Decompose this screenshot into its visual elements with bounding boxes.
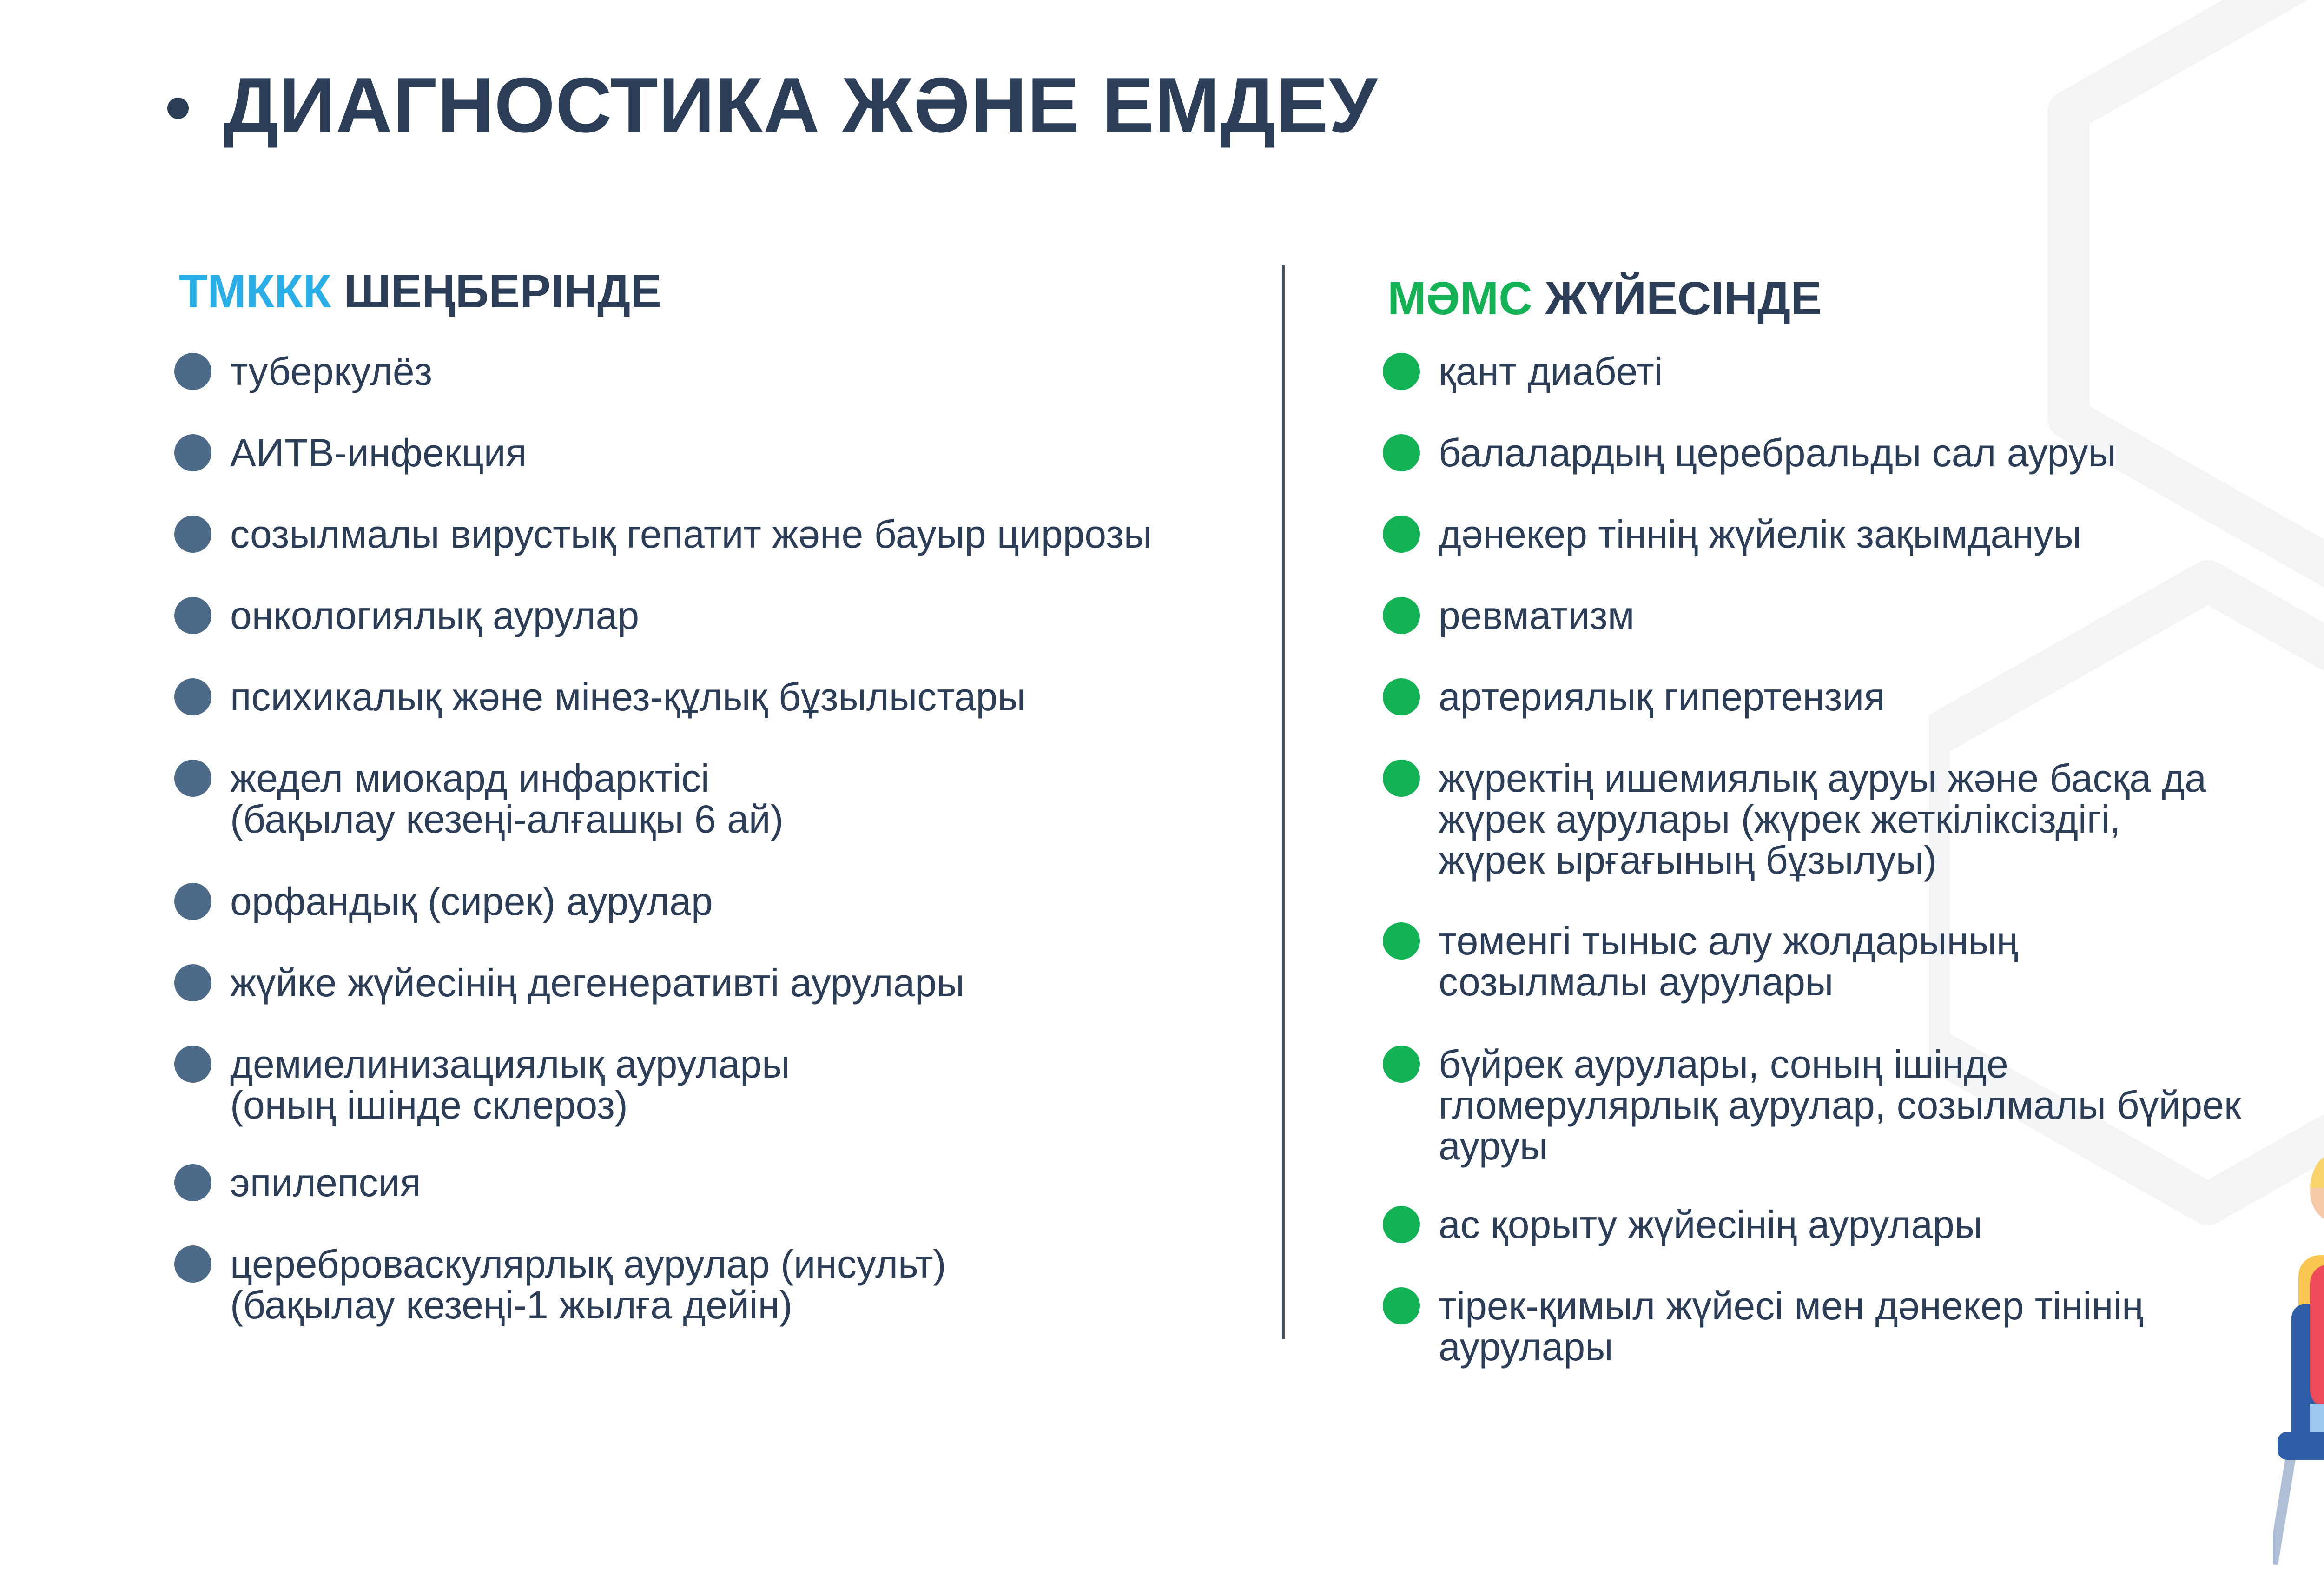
item-line: созылмалы аурулары (1439, 960, 1834, 1004)
item-line: туберкулёз (230, 350, 433, 393)
doctor-patient-consultation-illustration (2273, 1106, 2324, 1569)
patient-figure (2273, 1152, 2324, 1564)
list-item (230, 962, 964, 1003)
item-line: созылмалы вирустық гепатит және бауыр циррозы (230, 512, 1152, 556)
item-line: қант диабеті (1439, 350, 1663, 393)
bullet-icon (1383, 922, 1420, 960)
list-item (230, 1244, 946, 1325)
item-line: АИТВ-инфекция (230, 431, 527, 475)
list-item (1439, 1285, 2143, 1367)
list-item (230, 881, 713, 922)
item-line: (оның ішінде склероз) (230, 1083, 628, 1127)
item-line: аурулары (1439, 1325, 1613, 1369)
list-item (1439, 920, 2018, 1002)
list-item (230, 432, 527, 473)
list-item (1439, 676, 1885, 717)
bullet-icon (174, 760, 211, 797)
item-line: (бақылау кезеңі-алғашқы 6 ай) (230, 797, 784, 841)
list-item (1439, 351, 1663, 392)
item-line: эпилепсия (230, 1161, 421, 1205)
bullet-icon (174, 678, 211, 715)
list-item (230, 514, 1152, 555)
list-item (1439, 432, 2116, 473)
item-line: жүйке жүйесінің дегенеративті аурулары (230, 961, 965, 1005)
item-line: демиелинизациялық аурулары (230, 1042, 790, 1086)
bullet-icon (174, 516, 211, 553)
item-line: ауруы (1439, 1124, 1548, 1168)
bullet-icon (1383, 1206, 1420, 1243)
bullet-icon (1383, 1287, 1420, 1324)
bullet-icon (1383, 760, 1420, 797)
item-line: жүрек аурулары (жүрек жеткіліксіздігі, (1439, 797, 2121, 841)
list-item (1439, 1204, 1982, 1245)
bullet-icon (174, 353, 211, 390)
bullet-icon (1383, 516, 1420, 553)
list-item (230, 1162, 421, 1203)
item-line: ревматизм (1439, 594, 1635, 637)
page-title: ДИАГНОСТИКА ЖӘНЕ ЕМДЕУ (223, 61, 1378, 149)
item-line: дәнекер тіннің жүйелік зақымдануы (1439, 512, 2082, 556)
bullet-icon (1383, 597, 1420, 634)
bullet-icon (174, 1164, 211, 1201)
item-line: жүрек ырғағының бұзылуы) (1439, 838, 1937, 882)
item-line: артериялық гипертензия (1439, 675, 1885, 719)
item-line: ас қорыту жүйесінің аурулары (1439, 1203, 1983, 1246)
bullet-icon (174, 964, 211, 1001)
item-line: бүйрек аурулары, соның ішінде (1439, 1042, 2008, 1086)
item-line: цереброваскулярлық аурулар (инсульт) (230, 1242, 946, 1286)
bullet-icon (1383, 1046, 1420, 1083)
item-line: жүректің ишемиялық ауруы және басқа да (1439, 756, 2206, 800)
left-heading-rest: ШЕҢБЕРІНДЕ (344, 265, 661, 318)
item-line: төменгі тыныс алу жолдарының (1439, 919, 2018, 963)
list-item (230, 1044, 790, 1125)
title-bullet (167, 98, 189, 119)
item-line: тірек-қимыл жүйесі мен дәнекер тінінің (1439, 1284, 2144, 1328)
bullet-icon (174, 434, 211, 471)
bullet-icon (174, 1245, 211, 1283)
item-line: (бақылау кезеңі-1 жылға дейін) (230, 1283, 793, 1327)
list-item (1439, 514, 2081, 555)
column-divider (1282, 265, 1285, 1339)
left-heading-accent: ТМККК (179, 265, 331, 318)
bullet-icon (1383, 678, 1420, 715)
list-item (230, 595, 639, 636)
item-line: онкологиялық аурулар (230, 594, 640, 637)
list-item (1439, 758, 2206, 880)
list-item (1439, 595, 1634, 636)
bullet-icon (1383, 353, 1420, 390)
item-line: гломерулярлық аурулар, созылмалы бүйрек (1439, 1083, 2241, 1127)
item-line: балалардың церебральды сал ауруы (1439, 431, 2116, 475)
right-heading-rest: ЖҮЙЕСІНДЕ (1545, 272, 1822, 324)
item-line: орфандық (сирек) аурулар (230, 880, 713, 923)
list-item (230, 351, 432, 392)
bullet-icon (1383, 434, 1420, 471)
bullet-icon (174, 883, 211, 920)
bullet-icon (174, 1046, 211, 1083)
item-line: психикалық және мінез-құлық бұзылыстары (230, 675, 1026, 719)
bullet-icon (174, 597, 211, 634)
item-line: жедел миокард инфарктісі (230, 756, 710, 800)
list-item (230, 758, 784, 840)
list-item (1439, 1044, 2241, 1166)
right-heading-accent: МӘМС (1387, 272, 1532, 324)
list-item (230, 676, 1026, 717)
left-column-heading (179, 265, 661, 318)
right-column-heading (1387, 272, 1822, 325)
